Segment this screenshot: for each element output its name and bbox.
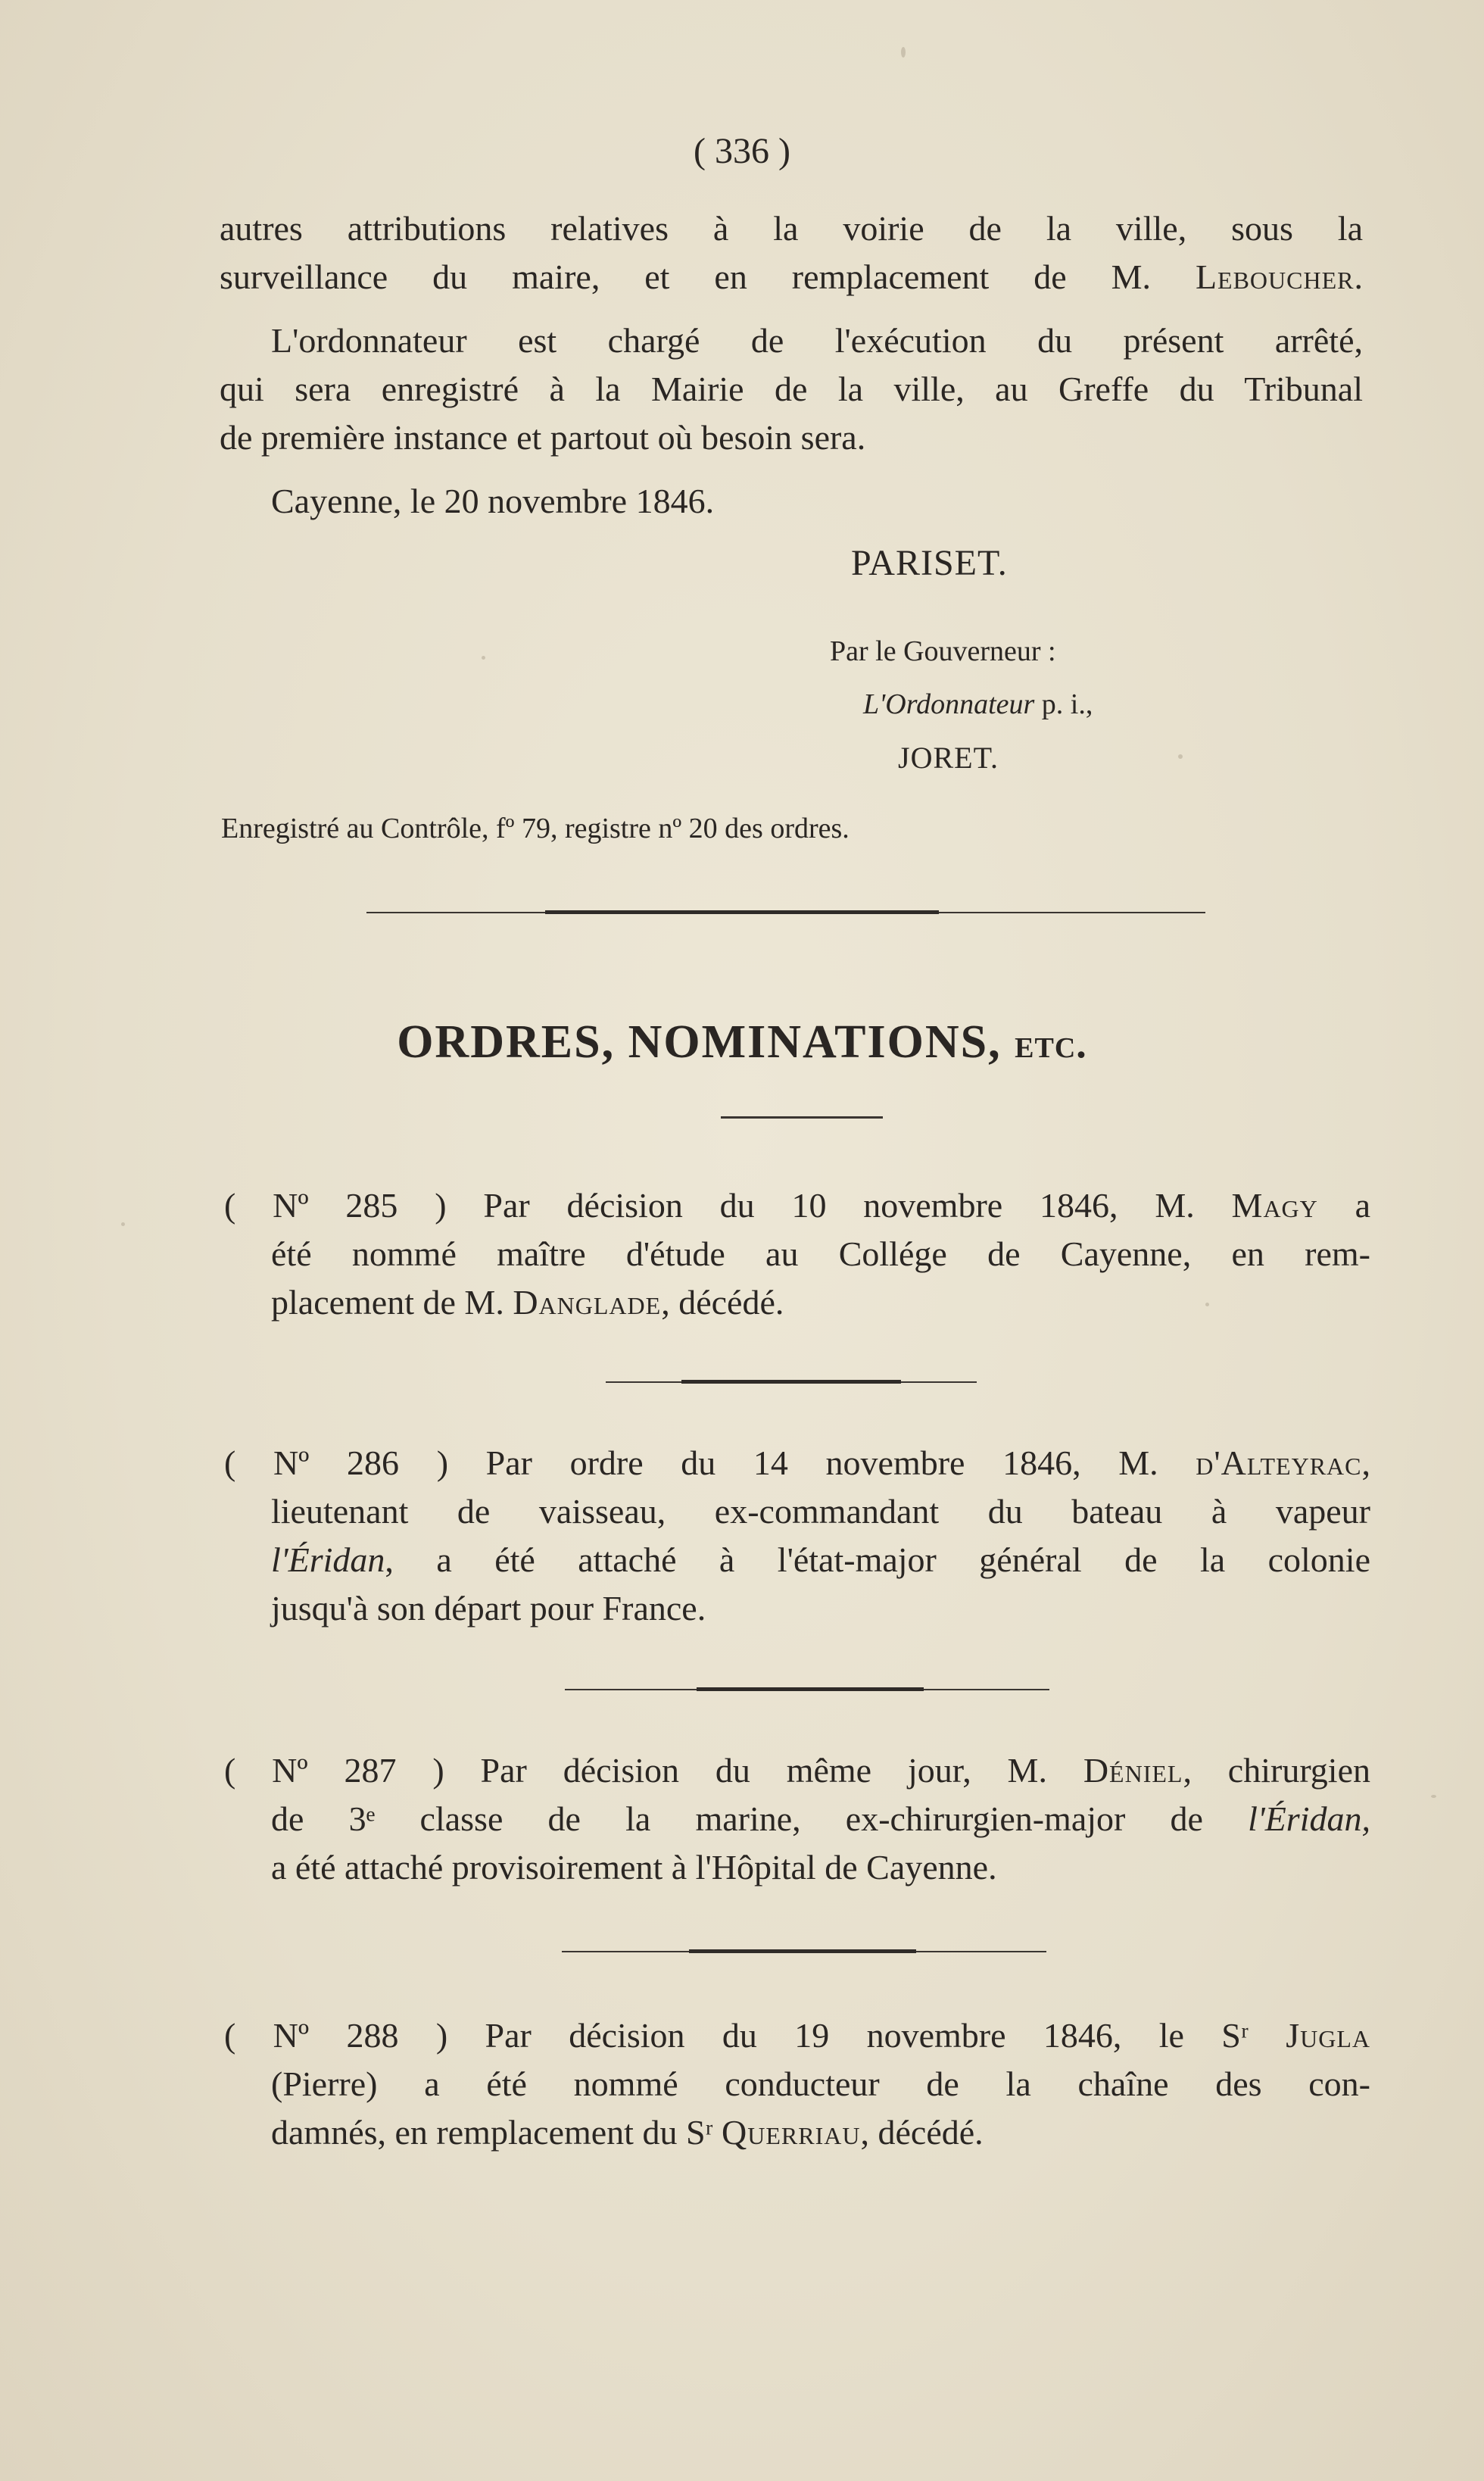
execution-line-3: de première instance et partout où besoin sera. [220,418,866,457]
entry-287-line-3: a été attaché provisoirement à l'Hôpital de Cayenne. [271,1848,997,1886]
entry-286-line-1: ( Nº 286 ) Par ordre du 14 novembre 1846, M. d'Alteyrac, [224,1443,1371,1482]
entry-286-number: ( Nº 286 ) [224,1443,449,1482]
entry-285-line-3: placement de M. Danglade, décédé. [271,1283,784,1322]
ordonnateur-line: L'Ordonnateur p. i., [863,688,1093,720]
paper-spot [1205,1303,1209,1306]
entry-287-line-1: ( Nº 287 ) Par décision du même jour, M. Déniel, chirurgien [224,1751,1371,1790]
entry-288-number: ( Nº 288 ) [224,2016,448,2055]
page-number: ( 336 ) [694,131,790,171]
name-jugla: Jugla [1286,2016,1370,2055]
intro-line-2: surveillance du maire, et en remplacement de M. Leboucher. [220,257,1363,296]
entry-divider-2-center [697,1687,924,1691]
name-deniel: Déniel [1083,1751,1183,1790]
paper-spot [482,656,485,660]
name-danglade: Danglade [513,1283,662,1322]
section-heading [288,1012,1196,1074]
by-governor: Par le Gouverneur : [830,635,1056,667]
name-magy: Magy [1231,1186,1318,1225]
date-line: Cayenne, le 20 novembre 1846. [271,482,715,520]
heading-underline [721,1116,883,1119]
section-heading-main: ORDRES, NOMINATIONS, [397,1016,1002,1068]
entry-285-line-1: ( Nº 285 ) Par décision du 10 novembre 1846, M. Magy a [224,1186,1371,1225]
entry-divider-3-center [689,1949,916,1953]
entry-285 [224,1181,1370,1327]
entry-285-number: ( Nº 285 ) [224,1186,447,1225]
entry-288-line-3: damnés, en remplacement du Sʳ Querriau, décédé. [271,2113,984,2152]
entry-288 [224,2011,1370,2157]
execution-line-1: L'ordonnateur est chargé de l'exécution du présent arrêté, [271,321,1363,360]
section-divider-center [545,910,939,914]
entry-286-line-3: l'Éridan, a été attaché à l'état-major général de la colonie [271,1540,1370,1579]
entry-divider-1-center [681,1380,901,1384]
paper-spot [1431,1795,1436,1798]
intro-line-1: autres attributions relatives à la voirie de la ville, sous la [220,209,1363,248]
entry-287-line-2: de 3ᵉ classe de la marine, ex-chirurgien-major de l'Éridan, [271,1799,1370,1838]
entry-288-line-1: ( Nº 288 ) Par décision du 19 novembre 1846, le Sʳ Jugla [224,2016,1370,2055]
name-leboucher: Leboucher [1195,257,1355,296]
ship-eridan-2: l'Éridan, [1248,1799,1370,1838]
execution-line-2: qui sera enregistré à la Mairie de la ville, au Greffe du Tribunal [220,370,1363,408]
section-heading-etc: etc. [1015,1021,1087,1066]
ship-eridan: l'Éridan [271,1540,385,1579]
ordonnateur-title: L'Ordonnateur [863,688,1035,720]
name-dalteyrac: d'Alteyrac [1196,1443,1362,1482]
paper-spot [901,47,906,58]
entry-287 [224,1746,1370,1892]
entry-287-number: ( Nº 287 ) [224,1751,444,1790]
entry-288-line-2: (Pierre) a été nommé conducteur de la chaîne des con- [271,2064,1370,2103]
intro-paragraph [220,204,1363,301]
name-querriau: Querriau [722,2113,861,2152]
entry-286 [224,1439,1370,1633]
signature-pariset: PARISET. [851,543,1008,583]
execution-paragraph [220,317,1363,462]
registration-note: Enregistré au Contrôle, fº 79, registre nº 20 des ordres. [221,813,850,844]
paper-spot [1178,754,1183,759]
ordonnateur-name: JORET. [898,741,999,775]
paper-spot [121,1222,125,1226]
entry-286-line-4: jusqu'à son départ pour France. [271,1589,706,1627]
entry-286-line-2: lieutenant de vaisseau, ex-commandant du bateau à vapeur [271,1492,1370,1531]
entry-285-line-2: été nommé maître d'étude au Collége de Cayenne, en rem- [271,1234,1370,1273]
